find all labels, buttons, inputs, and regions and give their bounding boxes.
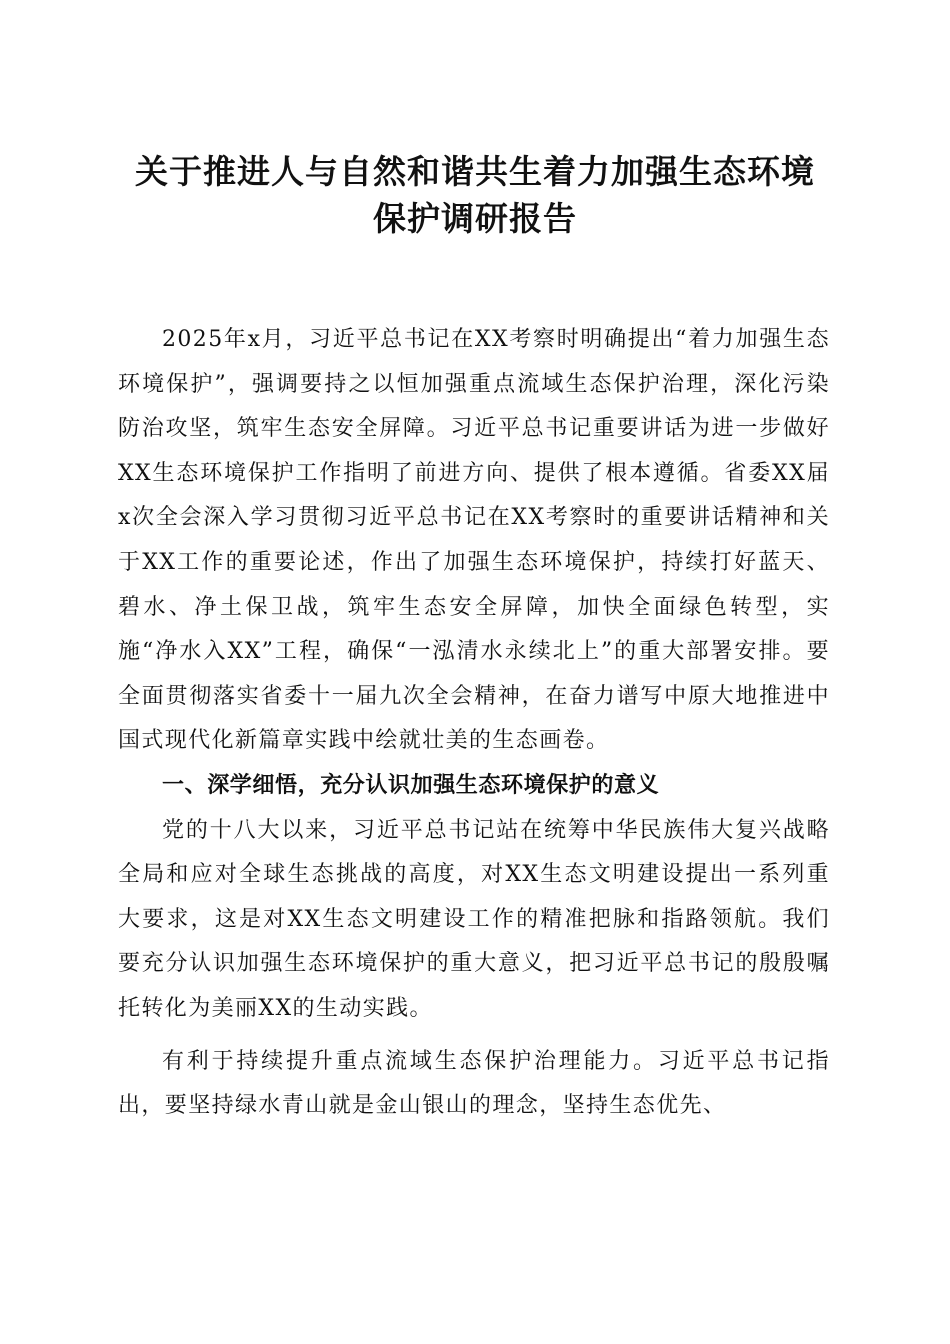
document-body	[118, 318, 830, 1129]
document-title	[110, 148, 840, 242]
title-line-1: 关于推进人与自然和谐共生着力加强生态环境	[135, 152, 815, 191]
body-paragraph: 有利于持续提升重点流域生态保护治理能力。习近平总书记指出，要坚持绿水青山就是金山银山的理念，坚持生态优先、	[118, 1048, 830, 1119]
body-paragraph: 党的十八大以来，习近平总书记站在统筹中华民族伟大复兴战略全局和应对全球生态挑战的高度，对XX生态文明建设提出一系列重大要求，这是对XX生态文明建设工作的精准把脉和指路领航。我们要充分认识加强生态环境保护的重大意义，把习近平总书记的殷殷嘱托转化为美丽XX的生动实践。	[118, 817, 830, 1021]
intro-paragraph: 2025年x月，习近平总书记在XX考察时明确提出“着力加强生态环境保护”，强调要持之以恒加强重点流域生态保护治理，深化污染防治攻坚，筑牢生态安全屏障。习近平总书记重要讲话为进一步做好XX生态环境保护工作指明了前进方向、提供了根本遵循。省委XX届x次全会深入学习贯彻习近平总书记在XX考察时的重要讲话精神和关于XX工作的重要论述，作出了加强生态环境保护，持续打好蓝天、碧水、净土保卫战，筑牢生态安全屏障，加快全面绿色转型，实施“净水入XX”工程，确保“一泓清水永续北上”的重大部署安排。要全面贯彻落实省委十一届九次全会精神，在奋力谱写中原大地推进中国式现代化新篇章实践中绘就壮美的生态画卷。	[118, 327, 830, 754]
title-line-2: 保护调研报告	[373, 199, 577, 238]
section-heading: 一、深学细悟，充分认识加强生态环境保护的意义	[162, 772, 660, 798]
